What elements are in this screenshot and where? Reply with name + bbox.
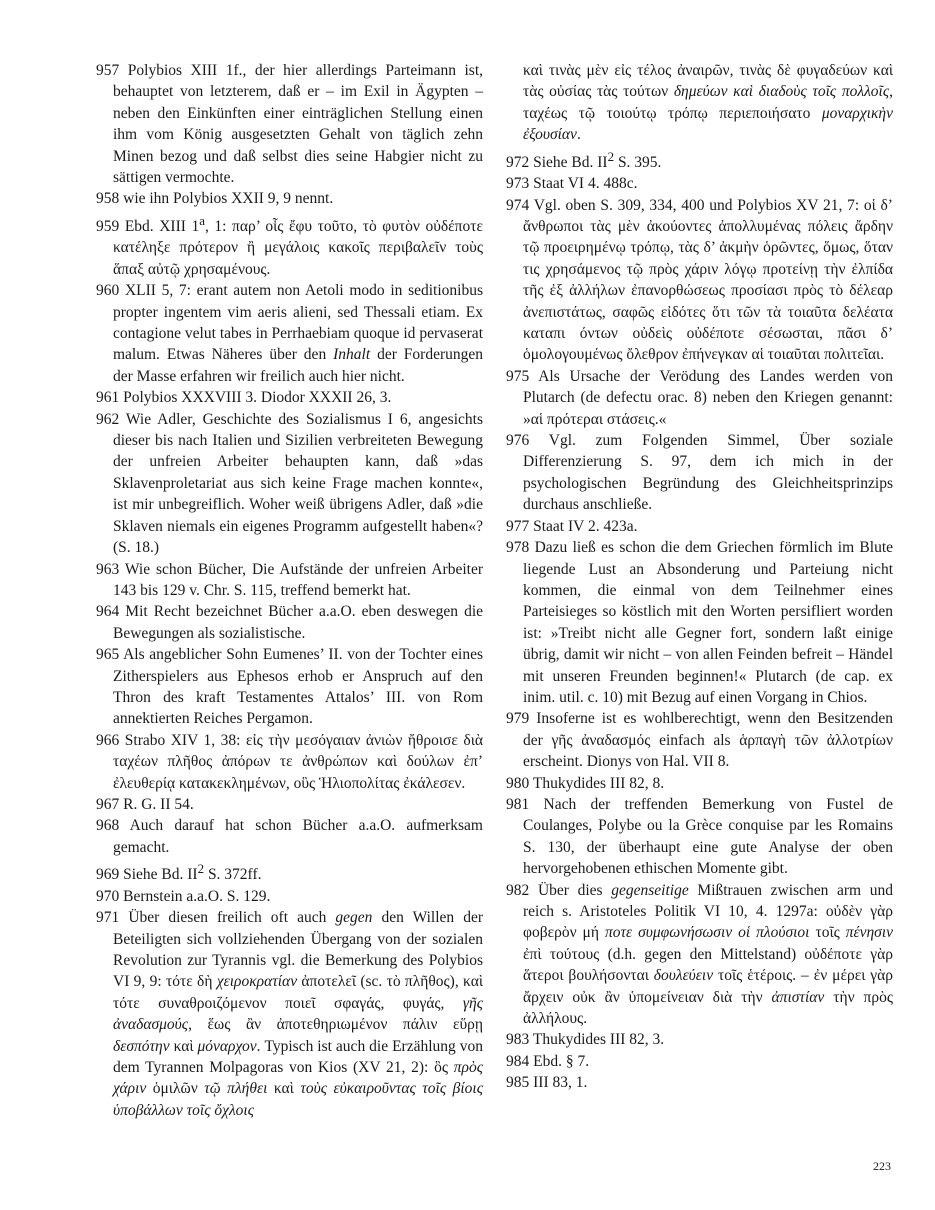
footnote-text: Als Ursache der Verödung des Landes werden von Plutarch (de defectu orac. 8) neben den Kriegen genannt: »αἱ πρότεραι στάσεις.« bbox=[523, 367, 894, 428]
footnote-text: Wie Adler, Geschichte des Sozialismus I 6, angesichts dieser bis nach Italien und Sizilien verbreiteten Bewegung der unfreien Arbeiter behaupten kann, daß »das Sklavenproletariat aus sich keine Frage machen konnte«, ist mir unbegreiflich. Woher weiß übrigens Adler, daß »die Sklaven niemals ein eigenes Programm aufgestellt haben«? (S. 18.) bbox=[113, 410, 483, 557]
left-column bbox=[96, 60, 483, 1121]
footnote-text: Bernstein a.a.O. S. 129. bbox=[123, 887, 271, 905]
footnote-982 bbox=[506, 880, 893, 1030]
footnote-962 bbox=[96, 409, 483, 559]
footnote-number: 961 bbox=[96, 389, 120, 407]
footnote-976 bbox=[506, 430, 893, 516]
footnote-number: 981 bbox=[506, 795, 530, 813]
footnote-text: III 83, 1. bbox=[533, 1074, 588, 1092]
footnote-957 bbox=[96, 60, 483, 188]
footnote-968 bbox=[96, 815, 483, 858]
footnote-number: 964 bbox=[96, 603, 120, 621]
footnote-text: XLII 5, 7: erant autem non Aetoli modo in seditionibus propter ingentem vim aeris alieni, sed Thessali etiam. Ex contagione velut tabes in Perrhaebiam quoque id pervaserat malum. Etwas Näheres über den Inhalt der Forderungen der Masse erfahren wir freilich auch hier nicht. bbox=[113, 282, 484, 385]
footnote-text: Thukydides III 82, 3. bbox=[532, 1031, 665, 1049]
footnote-977 bbox=[506, 516, 893, 537]
footnote-text: Staat VI 4. 488c. bbox=[533, 175, 638, 193]
footnote-text: Ebd. § 7. bbox=[533, 1052, 590, 1070]
right-column bbox=[506, 60, 893, 1121]
footnote-text: Polybios XXXVIII 3. Diodor XXXII 26, 3. bbox=[123, 389, 392, 407]
footnote-958 bbox=[96, 188, 483, 209]
footnote-959 bbox=[96, 210, 483, 280]
footnote-text: Dazu ließ es schon die dem Griechen förmlich im Blute liegende Lust an Absonderung und Parteiung nicht kommen, die einmal von dem Teilnehmer eines Parteisieges so köstlich mit den Worten persifliert worden ist: »Treibt nicht alle Gegner fort, sondern laßt einige übrig, damit wir nicht – von allen Feinden befreit – Händel mit unseren Freunden beginnen!« Plutarch (de cap. ex inim. util. c. 10) mit Bezug auf einen Vorgang in Chios. bbox=[523, 539, 894, 706]
footnote-text: Staat IV 2. 423a. bbox=[533, 517, 638, 535]
page-number: 223 bbox=[873, 1159, 891, 1173]
footnote-number: 963 bbox=[96, 560, 120, 578]
footnote-number: 978 bbox=[506, 539, 530, 557]
footnote-text: R. G. II 54. bbox=[123, 795, 194, 813]
footnote-980 bbox=[506, 773, 893, 794]
footnote-text: Strabo XIV 1, 38: εἰς τὴν μεσόγαιαν ἀνιὼν ἤθροισε διὰ ταχέων πλῆθος ἀπόρων τε ἀνθρώπων καὶ δούλων ἐπ’ ἐλευθερίᾳ κατακεκλημένων, οὓς Ἡλιοπολίτας ἐκάλεσεν. bbox=[113, 731, 483, 792]
footnote-981 bbox=[506, 794, 893, 880]
footnote-text: wie ihn Polybios XXII 9, 9 nennt. bbox=[123, 190, 334, 208]
footnote-number: 967 bbox=[96, 795, 120, 813]
footnote-973 bbox=[506, 173, 893, 194]
footnote-text: Vgl. zum Folgenden Simmel, Über soziale Differenzierung S. 97, dem ich mich in der psychologischen Begründung des Gleichheitsprinzips durchaus anschließe. bbox=[523, 432, 893, 514]
footnote-number: 979 bbox=[506, 710, 530, 728]
footnote-number: 977 bbox=[506, 517, 530, 535]
footnote-text: Siehe Bd. $II^2$ S. 372ff. bbox=[123, 861, 262, 884]
footnote-text: Wie schon Bücher, Die Aufstände der unfreien Arbeiter 143 bis 129 v. Chr. S. 115, treffend bemerkt hat. bbox=[113, 560, 483, 599]
footnote-970 bbox=[96, 886, 483, 907]
footnote-983 bbox=[506, 1029, 893, 1050]
footnote-number: 973 bbox=[506, 175, 530, 193]
footnote-text: Nach der treffenden Bemerkung von Fustel de Coulanges, Polybe ou la Grèce conquise par les Romains S. 130, der überhaupt eine gute Analyse der oben hervorgehobenen ethischen Momente gibt. bbox=[523, 795, 894, 878]
footnote-text: Polybios XIII 1f., der hier allerdings Parteimann ist, behauptet von letzterem, daß er – im Exil in Ägypten – neben den Einkünften einer einträglichen Stellung einen ihm vom König ausgesetzten Gehalt von täglich zehn Minen bezog und daß selbst dies seine Habgier nicht zu sättigen vermochte. bbox=[113, 62, 484, 187]
footnote-number: 968 bbox=[96, 817, 120, 835]
footnote-number: 984 bbox=[506, 1052, 530, 1070]
footnote-965 bbox=[96, 644, 483, 730]
footnote-number: 980 bbox=[506, 774, 530, 792]
footnote-975 bbox=[506, 366, 893, 430]
footnote-columns bbox=[96, 60, 893, 1121]
footnote-969 bbox=[96, 858, 483, 886]
footnote-971 bbox=[96, 907, 483, 1121]
footnote-number: 965 bbox=[96, 646, 120, 664]
footnote-number: 982 bbox=[506, 881, 530, 899]
footnote-number: 976 bbox=[506, 432, 530, 450]
footnote-text: Siehe Bd. $II^2$ S. 395. bbox=[533, 148, 662, 171]
footnote-number: 966 bbox=[96, 731, 120, 749]
footnote-966 bbox=[96, 730, 483, 794]
footnote-text: Als angeblicher Sohn Eumenes’ II. von der Tochter eines Zitherspielers aus Ephesos erhob er Anspruch auf den Thron des kraft Testamentes Attalos’ III. von Rom annektierten Reiches Pergamon. bbox=[113, 646, 483, 728]
footnote-number: 960 bbox=[96, 282, 120, 300]
footnote-text: Auch darauf hat schon Bücher a.a.O. aufmerksam gemacht. bbox=[113, 817, 483, 856]
footnote-number: 969 bbox=[96, 866, 120, 884]
footnote-number: 958 bbox=[96, 190, 120, 208]
footnote-number: 971 bbox=[96, 909, 120, 927]
footnote-979 bbox=[506, 708, 893, 772]
footnote-number: 974 bbox=[506, 196, 530, 214]
footnote-number: 975 bbox=[506, 367, 530, 385]
footnote-number: 972 bbox=[506, 153, 530, 171]
footnote-number: 957 bbox=[96, 62, 120, 79]
footnote-961 bbox=[96, 387, 483, 408]
footnote-974 bbox=[506, 195, 893, 366]
footnote-960 bbox=[96, 280, 483, 387]
footnote-continued bbox=[506, 60, 893, 146]
footnote-number: 985 bbox=[506, 1074, 530, 1092]
footnote-978 bbox=[506, 537, 893, 708]
footnote-967 bbox=[96, 794, 483, 815]
footnote-text: Über diesen freilich oft auch gegen den Willen der Beteiligten sich vollziehenden Übergang von der sozialen Revolution zur Tyrannis vgl. die Bemerkung des Polybios VI 9, 9: τότε δὴ χειροκρατίαν ἀποτελεῖ (sc. τὸ πλῆθος), καὶ τότε συναθροιζόμενον ποιεῖ σφαγάς, φυγάς, γῆς ἀναδασμούς, ἕως ἂν ἀποτεθηριωμένον πάλιν εὕρῃ δεσπότην καὶ μόναρχον. Typisch ist auch die Erzählung von dem Tyrannen Molpagoras von Kios (XV 21, 2): ὃς πρὸς χάριν ὁμιλῶν τῷ πλήθει καὶ τοὺς εὐκαιροῦντας τοῖς βίοις ὑποβάλλων τοῖς ὄχλοις bbox=[113, 909, 484, 1119]
footnote-text: Über dies gegenseitige Mißtrauen zwischen arm und reich s. Aristoteles Politik VI 10, 4. 1297a: οὐδὲν γὰρ φοβερὸν μή ποτε συμφωνήσωσιν οἱ πλούσιοι τοῖς πένησιν ἐπὶ τούτους (d.h. gegen den Mittelstand) οὐδέποτε γὰρ ἅτεροι βουλήσονται δουλεύειν τοῖς ἑτέροις. – ἐν μέρει γὰρ ἄρχειν οὐκ ἂν ὑπομείνειαν διὰ τὴν ἀπιστίαν τὴν πρὸς ἀλλήλους. bbox=[523, 881, 894, 1028]
footnote-text: Mit Recht bezeichnet Bücher a.a.O. eben deswegen die Bewegungen als sozialistische. bbox=[113, 603, 483, 642]
footnote-number: 959 bbox=[96, 218, 120, 235]
footnote-text: Insoferne ist es wohlberechtigt, wenn den Besitzenden der γῆς ἀναδασμός einfach als ἁρπαγὴ τῶν ἀλλοτρίων erscheint. Dionys von Hal. VII 8. bbox=[523, 710, 893, 771]
footnote-number: 970 bbox=[96, 887, 120, 905]
footnote-text: Ebd. XIII 1$^a$, 1: παρ’ οἷς ἔφυ τοῦτο, τὸ φυτὸν οὐδέποτε κατέληξε πρότερον ἢ μεγάλοις κακοῖς περιβαλεῖν τοὺς ἅπαξ αὐτῷ χρησαμένους. bbox=[113, 212, 483, 278]
footnote-985 bbox=[506, 1072, 893, 1093]
footnote-number: 983 bbox=[506, 1031, 530, 1049]
footnote-text: Vgl. oben S. 309, 334, 400 und Polybios XV 21, 7: οἱ δ’ ἄνθρωποι τὰς μὲν ἀκούοντες ἀπολλυμένας πόλεις ἄρδην τῷ προειρημένῳ τρόπῳ, τὰς δ’ ἀκμὴν ὁρῶντες, ὅμως, ὅταν τις χρησάμενος τῷ πρὸς χάριν λόγῳ προτείνῃ τὴν ἐλπίδα τῆς ἐξ ἀλλήλων ἐπανορθώσεως προσίασι πρὸς τὸ δέλεαρ ἀνεπιστάτως, σαφῶς εἰδότες ὅτι τῶν τὰ τοιαῦτα δελέατα καταπι όντων οὐδεὶς οὐδέποτε σέσωσται, πᾶσι δ’ ὁμολογουμένως ὄλεθρον ἐπήνεγκαν αἱ τοιαῦται πολιτεῖαι. bbox=[523, 196, 893, 364]
footnote-963 bbox=[96, 559, 483, 602]
footnote-972 bbox=[506, 146, 893, 174]
footnote-text: Thukydides III 82, 8. bbox=[532, 774, 665, 792]
footnote-964 bbox=[96, 601, 483, 644]
footnote-984 bbox=[506, 1051, 893, 1072]
footnote-number: 962 bbox=[96, 410, 120, 428]
footnote-text: καὶ τινὰς μὲν εἰς τέλος ἀναιρῶν, τινὰς δὲ φυγαδεύων καὶ τὰς οὐσίας τὰς τούτων δημεύων καὶ διαδοὺς τοῖς πολλοῖς, ταχέως τῷ τοιούτῳ τρόπῳ περιεποιήσατο μοναρχικὴν ἐξουσίαν. bbox=[523, 62, 893, 144]
